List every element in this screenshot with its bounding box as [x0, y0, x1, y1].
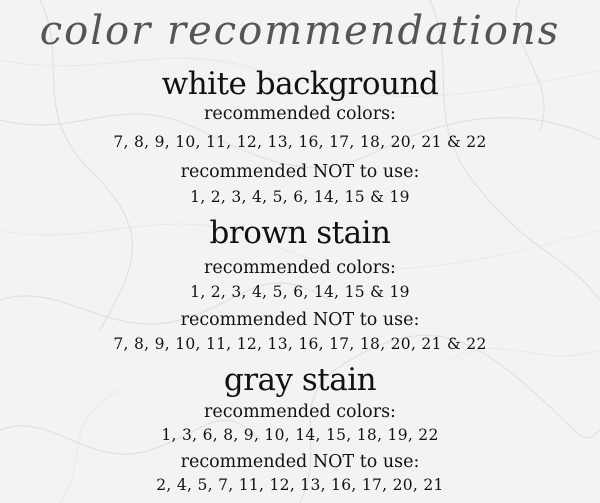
not-recommended-label: recommended NOT to use: [180, 310, 420, 330]
recommended-values: 1, 2, 3, 4, 5, 6, 14, 15 & 19 [190, 283, 410, 301]
not-recommended-label: recommended NOT to use: [180, 452, 420, 472]
not-recommended-values: 1, 2, 3, 4, 5, 6, 14, 15 & 19 [190, 188, 410, 206]
section-heading-brown-stain: brown stain [209, 215, 391, 251]
page-title: color recommendations [39, 8, 561, 54]
recommended-label: recommended colors: [204, 104, 396, 124]
not-recommended-values: 7, 8, 9, 10, 11, 12, 13, 16, 17, 18, 20, 21 & 22 [113, 335, 487, 353]
recommended-label: recommended colors: [204, 402, 396, 422]
recommended-values: 7, 8, 9, 10, 11, 12, 13, 16, 17, 18, 20, 21 & 22 [113, 133, 487, 151]
section-heading-gray-stain: gray stain [223, 362, 377, 398]
recommended-label: recommended colors: [204, 258, 396, 278]
section-heading-white-background: white background [161, 66, 439, 102]
not-recommended-label: recommended NOT to use: [180, 162, 420, 182]
not-recommended-values: 2, 4, 5, 7, 11, 12, 13, 16, 17, 20, 21 [156, 476, 444, 494]
recommended-values: 1, 3, 6, 8, 9, 10, 14, 15, 18, 19, 22 [161, 426, 439, 444]
